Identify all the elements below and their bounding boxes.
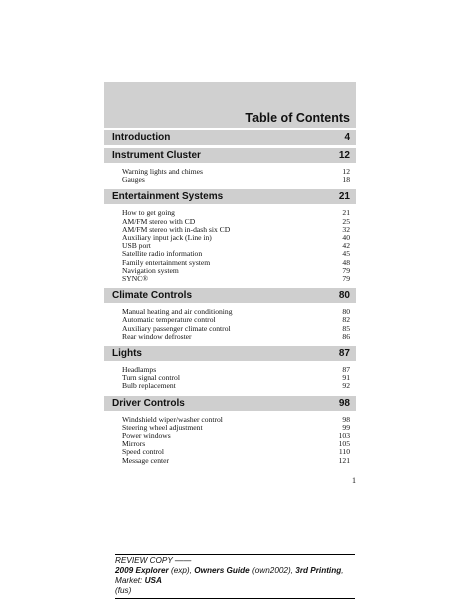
review-market: USA — [144, 576, 162, 585]
toc-entry-page: 21 — [342, 208, 350, 218]
toc-header — [104, 82, 356, 128]
section-items — [104, 204, 356, 285]
toc-entry-label: Message center — [122, 455, 170, 465]
toc-entry-label: Speed control — [122, 447, 164, 457]
review-guide-code: (own2002) — [252, 566, 291, 575]
section-title: Entertainment Systems — [112, 191, 224, 203]
toc-entry-label: AM/FM stereo with CD — [122, 216, 196, 226]
section-page: 80 — [338, 290, 350, 302]
toc-entry[interactable] — [122, 457, 350, 465]
toc-entry-label: Gauges — [122, 175, 145, 185]
toc-entry-page: 79 — [342, 274, 350, 284]
section-title: Lights — [112, 348, 142, 360]
section-title: Instrument Cluster — [112, 150, 201, 161]
review-printing: 3rd Printing — [295, 566, 342, 575]
toc-entry-page: 105 — [338, 439, 350, 449]
toc-entry-label: Navigation system — [122, 265, 179, 275]
section-page: 4 — [344, 132, 350, 143]
toc-entry-page: 91 — [342, 373, 350, 383]
toc-section-bar[interactable] — [104, 288, 356, 303]
toc-entry-page: 25 — [342, 216, 350, 226]
toc-entry-page: 98 — [342, 414, 350, 424]
page-number: 1 — [352, 476, 356, 485]
section-page: 98 — [338, 397, 350, 409]
toc-entry-label: Bulb replacement — [122, 381, 176, 391]
toc-entry-label: SYNC® — [122, 274, 149, 284]
review-line-2: 2009 Explorer (exp), Owners Guide (own2002), 3rd Printing, Market: USA — [115, 566, 344, 585]
toc-entry-label: USB port — [122, 241, 151, 251]
toc-section-bar[interactable] — [104, 148, 356, 163]
review-model-code: (exp) — [171, 566, 190, 575]
section-items — [104, 303, 356, 343]
review-guide: Owners Guide — [194, 566, 250, 575]
toc-entry-page: 18 — [342, 175, 350, 185]
table-of-contents — [104, 82, 356, 467]
section-title: Driver Controls — [112, 397, 185, 409]
review-model: 2009 Explorer — [115, 566, 169, 575]
toc-entry-label: Power windows — [122, 431, 171, 441]
toc-entry-page: 87 — [342, 365, 350, 375]
toc-entry-label: Mirrors — [122, 439, 146, 449]
toc-entry[interactable] — [122, 382, 350, 390]
toc-entry-label: Automatic temperature control — [122, 315, 216, 325]
review-line-3: (fus) — [115, 586, 132, 595]
toc-entry-label: Headlamps — [122, 365, 157, 375]
toc-entry-page: 45 — [342, 249, 350, 259]
toc-entry-label: AM/FM stereo with in-dash six CD — [122, 224, 231, 234]
toc-entry-label: Warning lights and chimes — [122, 167, 204, 176]
toc-entry-page: 110 — [338, 447, 350, 457]
toc-section-bar[interactable] — [104, 346, 356, 361]
review-market-label: Market: — [115, 576, 143, 585]
toc-section-bar[interactable] — [104, 130, 356, 145]
toc-entry-page: 32 — [342, 224, 350, 234]
toc-section-bar[interactable] — [104, 396, 356, 411]
section-page: 21 — [338, 191, 350, 203]
toc-entry[interactable] — [122, 275, 350, 283]
review-line-1: REVIEW COPY —— — [115, 556, 192, 565]
toc-entry[interactable] — [122, 234, 350, 242]
toc-sections — [104, 130, 356, 467]
toc-entry-page: 92 — [342, 381, 350, 391]
toc-title: Table of Contents — [245, 111, 350, 125]
toc-entry[interactable] — [122, 267, 350, 275]
toc-entry-page: 79 — [342, 265, 350, 275]
toc-entry-label: Turn signal control — [122, 373, 180, 383]
toc-entry-label: Rear window defroster — [122, 331, 192, 341]
review-copy-note — [115, 554, 355, 599]
toc-entry-label: Auxiliary passenger climate control — [122, 323, 231, 333]
section-items — [104, 411, 356, 467]
toc-entry-page: 103 — [338, 431, 350, 441]
toc-entry-label: Family entertainment system — [122, 257, 211, 267]
toc-entry-page: 42 — [342, 241, 350, 251]
toc-entry-label: Auxiliary input jack (Line in) — [122, 233, 212, 243]
toc-entry-label: Manual heating and air conditioning — [122, 307, 233, 317]
toc-entry-page: 86 — [342, 331, 350, 341]
section-items — [104, 361, 356, 393]
section-page: 87 — [338, 348, 350, 360]
section-items — [104, 163, 356, 186]
toc-entry-label: How to get going — [122, 208, 175, 218]
toc-entry-label: Windshield wiper/washer control — [122, 414, 223, 424]
toc-entry-page: 99 — [342, 422, 350, 432]
toc-entry-page: 48 — [342, 257, 350, 267]
toc-entry-page: 40 — [342, 233, 350, 243]
section-title: Introduction — [112, 132, 171, 143]
toc-entry-page: 12 — [342, 167, 350, 176]
toc-entry[interactable] — [122, 333, 350, 341]
toc-entry[interactable] — [122, 432, 350, 440]
toc-entry[interactable] — [122, 168, 350, 176]
toc-section-bar[interactable] — [104, 189, 356, 204]
toc-entry-label: Satellite radio information — [122, 249, 203, 259]
toc-entry-page: 82 — [342, 315, 350, 325]
toc-entry-page: 121 — [338, 455, 350, 465]
toc-entry[interactable] — [122, 176, 350, 184]
toc-entry-page: 85 — [342, 323, 350, 333]
toc-entry-label: Steering wheel adjustment — [122, 422, 203, 432]
section-title: Climate Controls — [112, 290, 193, 302]
section-page: 12 — [338, 150, 350, 161]
toc-entry-page: 80 — [342, 307, 350, 317]
